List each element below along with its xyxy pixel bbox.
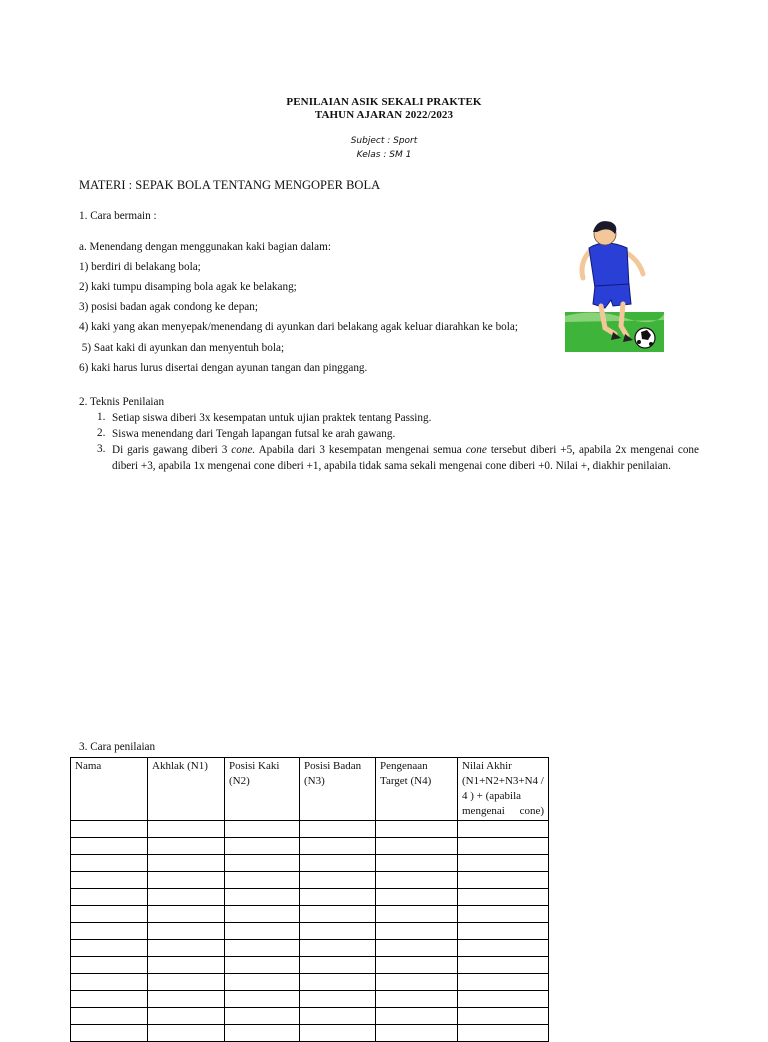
table-cell <box>225 957 300 974</box>
table-cell <box>300 940 376 957</box>
table-cell <box>376 889 458 906</box>
table-cell <box>376 1008 458 1025</box>
table-row <box>71 855 549 872</box>
table-cell <box>148 974 225 991</box>
table-cell <box>225 872 300 889</box>
table-cell <box>148 838 225 855</box>
table-cell <box>225 991 300 1008</box>
table-row <box>71 906 549 923</box>
table-cell <box>71 889 148 906</box>
table-row <box>71 940 549 957</box>
soccer-player-illustration <box>565 216 664 352</box>
table-cell <box>300 923 376 940</box>
table-cell <box>376 1025 458 1042</box>
text-run-italic: cone. <box>231 444 256 456</box>
table-cell <box>71 1025 148 1042</box>
table-row <box>71 821 549 838</box>
table-cell <box>376 974 458 991</box>
table-cell <box>300 838 376 855</box>
text-run-italic: cone <box>465 444 487 456</box>
table-cell <box>458 855 549 872</box>
table-cell <box>71 1008 148 1025</box>
step-2: 2) kaki tumpu disamping bola agak ke belakang; <box>79 281 297 293</box>
table-cell <box>71 821 148 838</box>
table-cell <box>148 940 225 957</box>
table-row <box>71 957 549 974</box>
table-cell <box>376 991 458 1008</box>
table-cell <box>458 889 549 906</box>
table-row <box>71 974 549 991</box>
table-cell <box>458 1025 549 1042</box>
table-cell <box>148 923 225 940</box>
teknis-item-1: Setiap siswa diberi 3x kesempatan untuk ujian praktek tentang Passing. <box>112 412 432 424</box>
table-cell <box>376 923 458 940</box>
item-number: 2. <box>97 427 106 439</box>
score-table-body <box>71 821 549 1042</box>
table-cell <box>300 974 376 991</box>
table-cell <box>148 1025 225 1042</box>
table-cell <box>458 923 549 940</box>
table-cell <box>458 1008 549 1025</box>
table-cell <box>300 991 376 1008</box>
table-cell <box>225 838 300 855</box>
table-cell <box>300 889 376 906</box>
table-cell <box>71 838 148 855</box>
table-cell <box>458 838 549 855</box>
table-cell <box>71 991 148 1008</box>
table-cell <box>458 957 549 974</box>
document-year: TAHUN AJARAN 2022/2023 <box>314 109 454 121</box>
table-cell <box>458 821 549 838</box>
table-cell <box>148 991 225 1008</box>
score-table <box>70 757 549 1042</box>
table-cell <box>376 957 458 974</box>
table-cell <box>458 906 549 923</box>
text-run: Di garis gawang diberi 3 <box>112 444 232 456</box>
table-cell <box>71 923 148 940</box>
table-cell <box>71 957 148 974</box>
table-cell <box>148 855 225 872</box>
teknis-item-3 <box>112 443 699 474</box>
table-cell <box>225 906 300 923</box>
table-cell <box>148 889 225 906</box>
subject-line: Subject : Sport <box>350 136 418 146</box>
table-cell <box>71 974 148 991</box>
step-5: 5) Saat kaki di ayunkan dan menyentuh bola; <box>79 342 285 354</box>
text-run: tersebut diberi +5, apabila 2x mengenai cone diberi +3, apabila 1x mengenai cone diberi +1, apabila tidak sama sekali mengenai cone diberi +0. Nilai +, diakhir penilaian. <box>112 444 699 472</box>
section1-heading: 1. Cara bermain : <box>79 210 157 222</box>
item-number: 3. <box>97 443 106 455</box>
table-cell <box>458 872 549 889</box>
table-cell <box>376 821 458 838</box>
table-cell <box>71 940 148 957</box>
step-3: 3) posisi badan agak condong ke depan; <box>79 301 258 313</box>
table-cell <box>71 855 148 872</box>
table-cell <box>148 957 225 974</box>
table-cell <box>300 872 376 889</box>
materi-heading: MATERI : SEPAK BOLA TENTANG MENGOPER BOLA <box>79 178 381 192</box>
column-akhlak: Akhlak (N1) <box>148 758 225 821</box>
table-cell <box>225 889 300 906</box>
table-cell <box>225 1025 300 1042</box>
section1-intro: a. Menendang dengan menggunakan kaki bagian dalam: <box>79 241 331 253</box>
table-cell <box>300 821 376 838</box>
table-cell <box>376 838 458 855</box>
column-nama: Nama <box>71 758 148 821</box>
table-cell <box>225 855 300 872</box>
table-cell <box>148 872 225 889</box>
kelas-line: Kelas : SM 1 <box>356 150 412 160</box>
column-pengenaan-target: Pengenaan Target (N4) <box>376 758 458 821</box>
table-row <box>71 838 549 855</box>
section2-heading: 2. Teknis Penilaian <box>79 396 165 408</box>
table-cell <box>458 940 549 957</box>
table-cell <box>458 974 549 991</box>
table-cell <box>71 872 148 889</box>
table-cell <box>225 923 300 940</box>
table-cell <box>225 1008 300 1025</box>
table-cell <box>71 906 148 923</box>
table-cell <box>300 1008 376 1025</box>
section3-heading: 3. Cara penilaian <box>79 741 156 753</box>
table-cell <box>376 906 458 923</box>
table-header-row <box>71 758 549 821</box>
table-cell <box>458 991 549 1008</box>
table-row <box>71 991 549 1008</box>
document-title: PENILAIAN ASIK SEKALI PRAKTEK <box>286 96 482 108</box>
step-4: 4) kaki yang akan menyepak/menendang di ayunkan dari belakang agak keluar diarahkan ke bola; <box>79 321 518 333</box>
column-posisi-kaki: Posisi Kaki (N2) <box>225 758 300 821</box>
table-cell <box>376 940 458 957</box>
table-cell <box>300 957 376 974</box>
table-cell <box>376 855 458 872</box>
table-row <box>71 872 549 889</box>
column-posisi-badan: Posisi Badan (N3) <box>300 758 376 821</box>
table-cell <box>225 974 300 991</box>
table-cell <box>148 906 225 923</box>
text-run: Apabila dari 3 kesempatan mengenai semua <box>255 444 466 456</box>
table-row <box>71 923 549 940</box>
column-nilai-akhir: Nilai Akhir (N1+N2+N3+N4 / 4 ) + (apabila mengenai cone) <box>458 758 549 821</box>
table-row <box>71 1008 549 1025</box>
table-cell <box>300 906 376 923</box>
step-6: 6) kaki harus lurus disertai dengan ayunan tangan dan pinggang. <box>79 362 368 374</box>
table-row <box>71 1025 549 1042</box>
table-cell <box>225 940 300 957</box>
table-cell <box>300 855 376 872</box>
teknis-item-2: Siswa menendang dari Tengah lapangan futsal ke arah gawang. <box>112 428 396 440</box>
table-cell <box>225 821 300 838</box>
table-row <box>71 889 549 906</box>
item-number: 1. <box>97 411 106 423</box>
table-cell <box>148 1008 225 1025</box>
table-cell <box>376 872 458 889</box>
step-1: 1) berdiri di belakang bola; <box>79 261 201 273</box>
table-cell <box>148 821 225 838</box>
table-cell <box>300 1025 376 1042</box>
